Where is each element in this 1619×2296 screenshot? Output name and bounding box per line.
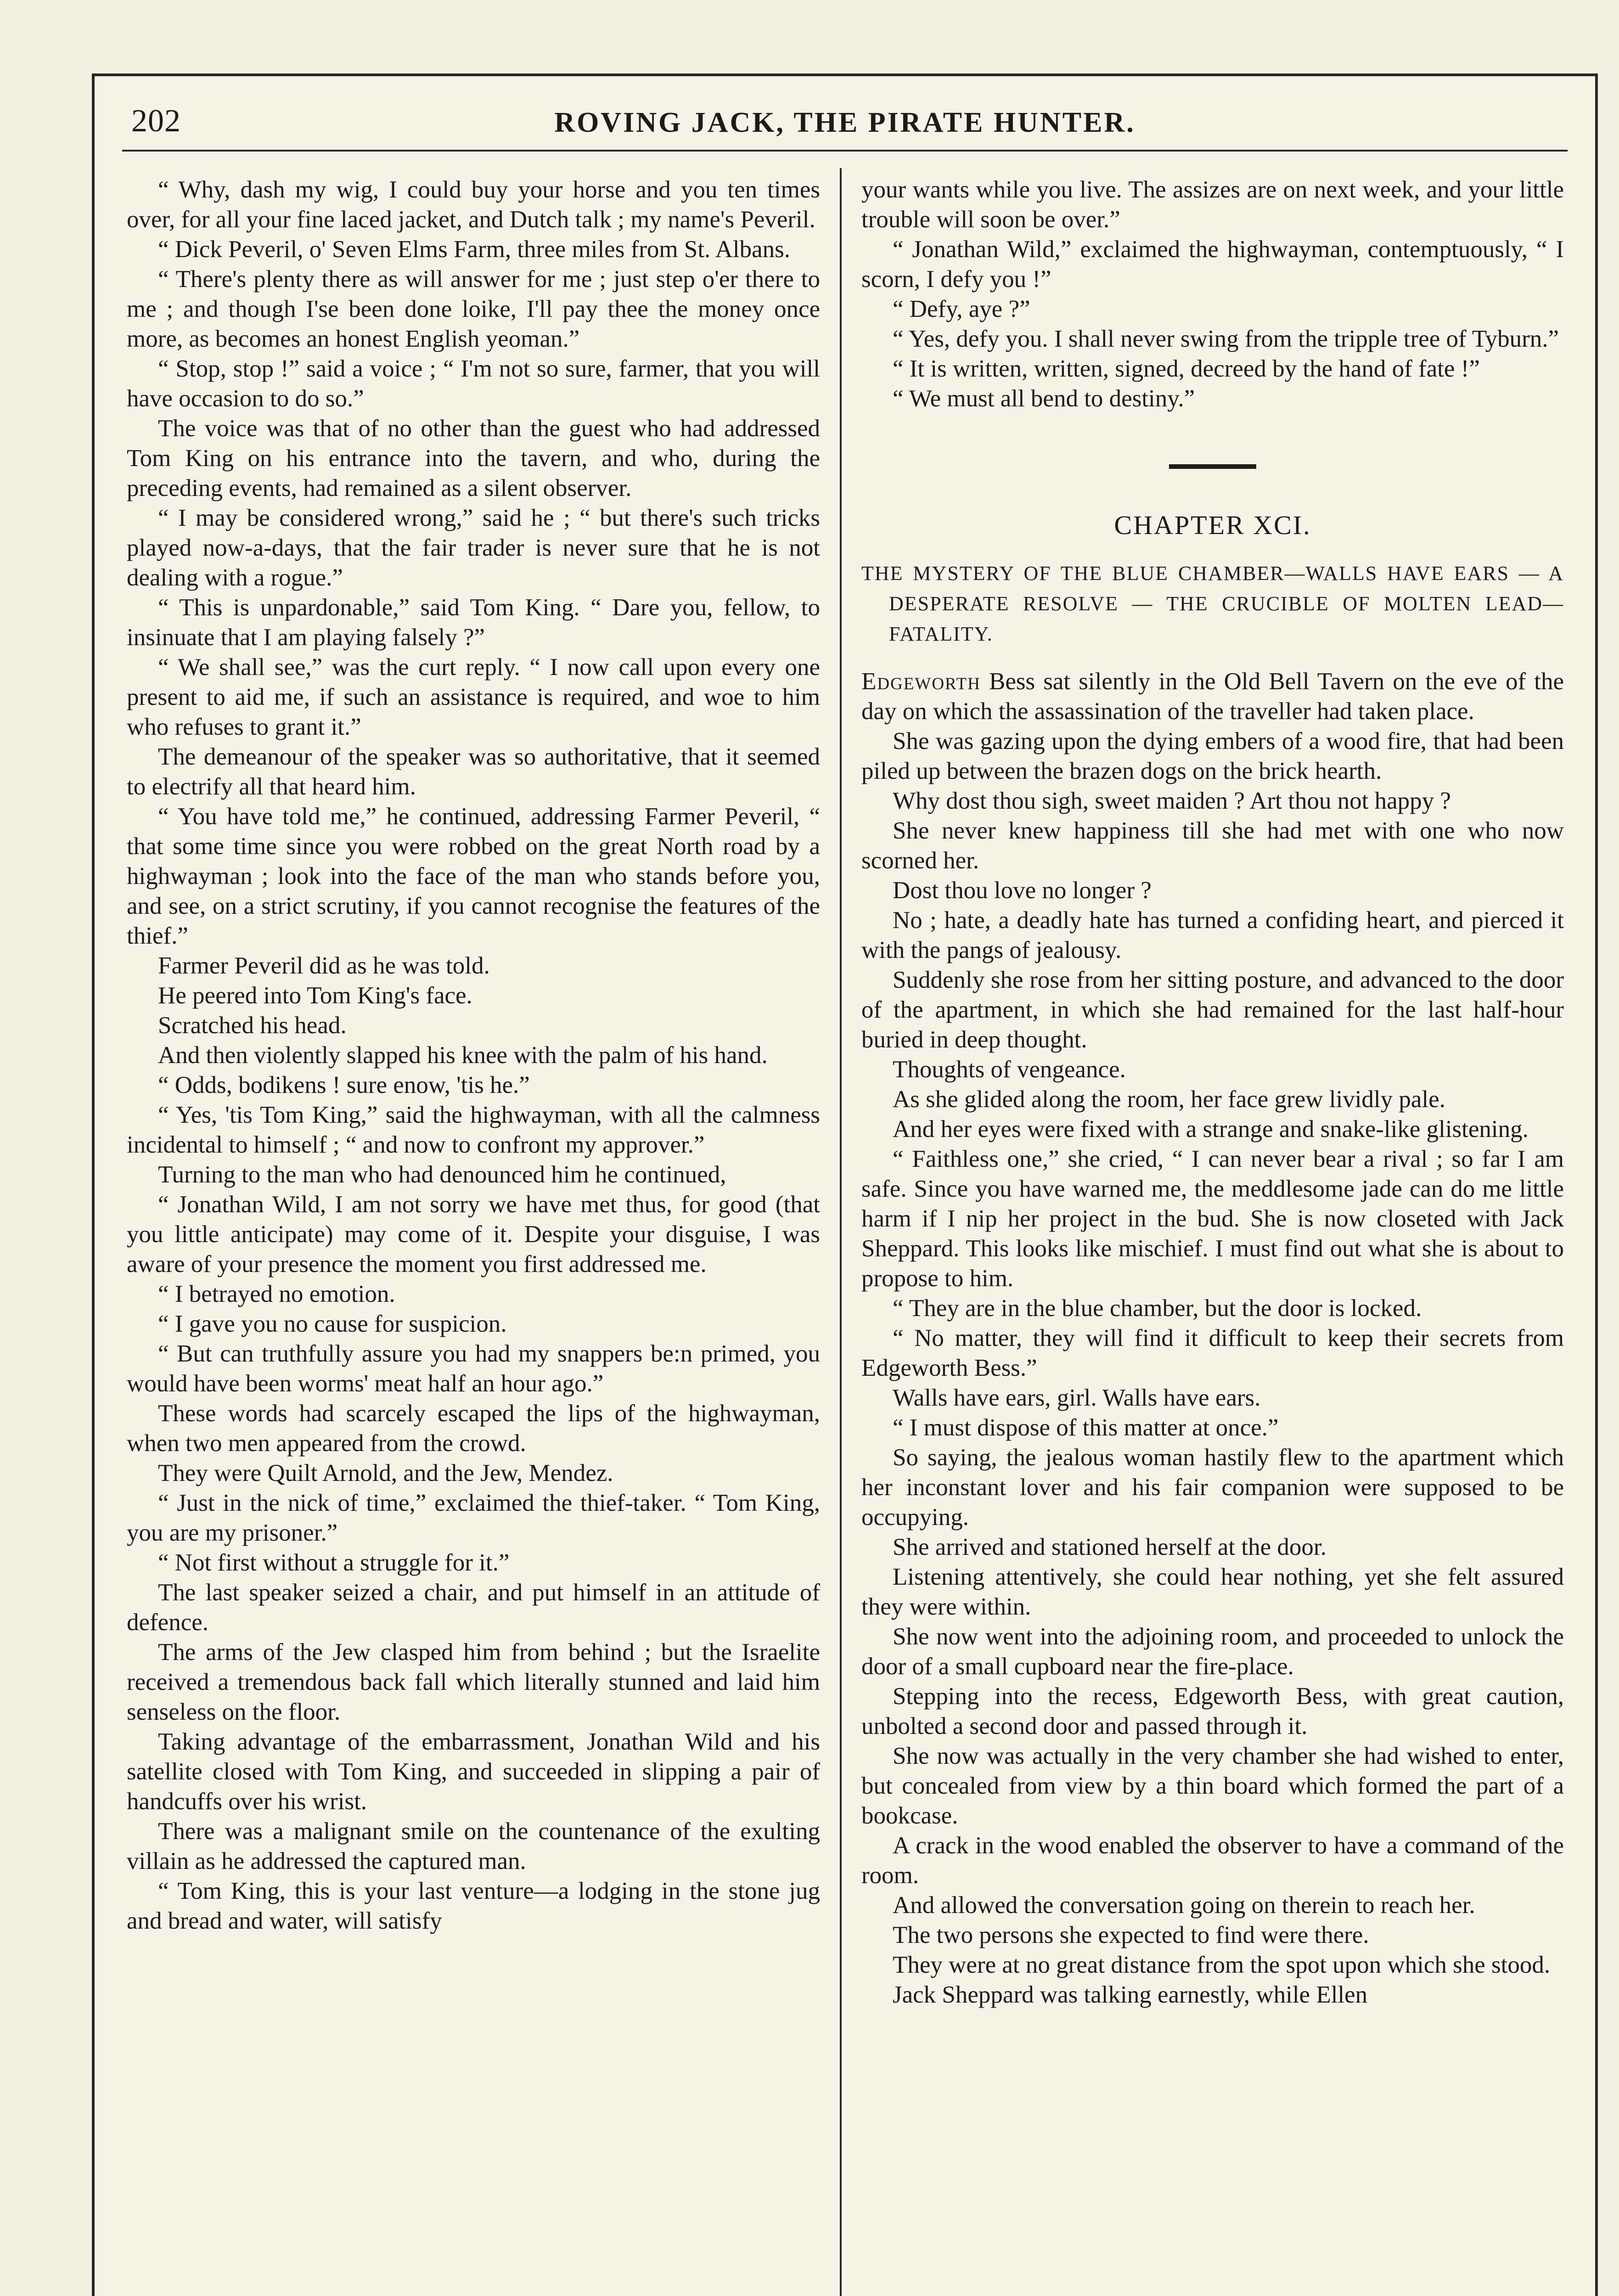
paragraph: And allowed the conversation going on therein to reach her. <box>893 1892 1475 1919</box>
paragraph: “ Yes, 'tis Tom King,” said the highwayman, with all the calmness incidental to himself ; “ and now to confront my approver.” <box>127 1102 820 1158</box>
paragraph: your wants while you live. The assizes are on next week, and your little trouble will soon be over.” <box>861 176 1564 233</box>
paragraph: Suddenly she rose from her sitting posture, and advanced to the door of the apartment, in which she had remained for the last half-hour buried in deep thought. <box>861 967 1564 1053</box>
paragraph: The arms of the Jew clasped him from behind ; but the Israelite received a tremendous back fall which literally stunned and laid him senseless on the floor. <box>127 1639 820 1725</box>
paragraph: Turning to the man who had denounced him he continued, <box>158 1161 726 1188</box>
chapter-body <box>861 726 1564 2010</box>
page-number: 202 <box>131 103 181 139</box>
paragraph: “ I may be considered wrong,” said he ; “ but there's such tricks played now-a-days, that the fair trader is never sure that he is not dealing with a rogue.” <box>127 505 820 591</box>
paragraph: No ; hate, a deadly hate has turned a confiding heart, and pierced it with the pangs of jealousy. <box>861 907 1564 963</box>
paragraph: Thoughts of vengeance. <box>893 1056 1126 1083</box>
paragraph: Why dost thou sigh, sweet maiden ? Art thou not happy ? <box>893 788 1451 814</box>
paragraph: They were Quilt Arnold, and the Jew, Mendez. <box>158 1460 613 1486</box>
paragraph: Stepping into the recess, Edgeworth Bess, with great caution, unbolted a second door and passed through it. <box>861 1683 1564 1739</box>
paragraph: A crack in the wood enabled the observer to have a command of the room. <box>861 1832 1564 1889</box>
paragraph: “ We must all bend to destiny.” <box>893 385 1195 412</box>
opening-rest: Bess sat silently in the Old Bell Tavern on the eve of the day on which the assassination of the traveller had taken place. <box>861 668 1564 725</box>
paragraph: “ You have told me,” he continued, addressing Farmer Peveril, “ that some time since you were robbed on the great North road by a highwayman ; look into the face of the man who stands before you, and see, on a strict scrutiny, if you cannot recognise the features of the thief.” <box>127 803 820 949</box>
paragraph: “ They are in the blue chamber, but the door is locked. <box>893 1295 1422 1322</box>
paragraph: “ I gave you no cause for suspicion. <box>158 1311 507 1337</box>
paragraph: As she glided along the room, her face grew lividly pale. <box>893 1086 1445 1113</box>
paragraph: “ This is unpardonable,” said Tom King. “ Dare you, fellow, to insinuate that I am playing falsely ?” <box>127 594 820 651</box>
chapter-opening-paragraph <box>861 667 1564 726</box>
paragraph: “ I must dispose of this matter at once.” <box>893 1414 1279 1441</box>
paragraph: Dost thou love no longer ? <box>893 877 1152 904</box>
paragraph: The two persons she expected to find were there. <box>893 1922 1369 1948</box>
chapter-title: CHAPTER XCI. <box>1114 510 1311 540</box>
paragraph: So saying, the jealous woman hastily flew to the apartment which her inconstant lover and his fair companion were supposed to be occupying. <box>861 1444 1564 1531</box>
paragraph: “ Odds, bodikens ! sure enow, 'tis he.” <box>158 1072 530 1098</box>
paragraph: “ I betrayed no emotion. <box>158 1281 395 1307</box>
paragraph: “ There's plenty there as will answer for me ; just step o'er there to me ; and though I'se been done loike, I'll pay thee the money once more, as becomes an honest English yeoman.” <box>127 266 820 352</box>
paragraph: These words had scarcely escaped the lips of the highwayman, when two men appeared from the crowd. <box>127 1400 820 1457</box>
paragraph: She now went into the adjoining room, and proceeded to unlock the door of a small cupboard near the fire-place. <box>861 1623 1564 1680</box>
running-title: ROVING JACK, THE PIRATE HUNTER. <box>554 107 1136 138</box>
paragraph: The demeanour of the speaker was so authoritative, that it seemed to electrify all that heard him. <box>127 743 820 800</box>
paragraph: Scratched his head. <box>158 1012 347 1039</box>
paragraph: They were at no great distance from the spot upon which she stood. <box>893 1952 1551 1978</box>
paragraph: “ Dick Peveril, o' Seven Elms Farm, three miles from St. Albans. <box>158 236 791 263</box>
paragraph: She arrived and stationed herself at the door. <box>893 1534 1327 1560</box>
paragraph: And her eyes were fixed with a strange and snake-like glistening. <box>893 1116 1529 1142</box>
opening-word: Edgeworth <box>861 668 981 695</box>
paragraph: “ Why, dash my wig, I could buy your horse and you ten times over, for all your fine laced jacket, and Dutch talk ; my name's Peveril. <box>127 176 820 233</box>
section-rule <box>1169 464 1256 469</box>
page-header <box>122 95 1568 152</box>
paragraph: “ Not first without a struggle for it.” <box>158 1549 510 1576</box>
paragraph: “ Yes, defy you. I shall never swing from the tripple tree of Tyburn.” <box>893 326 1559 352</box>
paragraph: Listening attentively, she could hear nothing, yet she felt assured they were within. <box>861 1564 1564 1620</box>
paragraph: “ Jonathan Wild, I am not sorry we have met thus, for good (that you little anticipate) may come of it. Despite your disguise, I was aware of your presence the moment you first addressed me. <box>127 1191 820 1277</box>
paragraph: “ Just in the nick of time,” exclaimed the thief-taker. “ Tom King, you are my prisoner.” <box>127 1490 820 1546</box>
paragraph: There was a malignant smile on the countenance of the exulting villain as he addressed the captured man. <box>127 1818 820 1874</box>
paragraph: She never knew happiness till she had met with one who now scorned her. <box>861 817 1564 874</box>
left-column <box>127 175 820 2296</box>
paragraph: Farmer Peveril did as he was told. <box>158 952 490 979</box>
paragraph: She now was actually in the very chamber she had wished to enter, but concealed from view by a thin board which formed the part of a bookcase. <box>861 1743 1564 1829</box>
paragraph: Taking advantage of the embarrassment, Jonathan Wild and his satellite closed with Tom King, and succeeded in slipping a pair of handcuffs over his wrist. <box>127 1728 820 1815</box>
paragraph: “ Defy, aye ?” <box>893 296 1030 322</box>
paragraph: “ Faithless one,” she cried, “ I can never bear a rival ; so far I am safe. Since you have warned me, the meddlesome jade can do me little harm if I nip her project in the bud. She is now closeted with Jack Sheppard. This looks like mischief. I must find out what she is about to propose to him. <box>861 1146 1564 1292</box>
magazine-page <box>92 73 1598 2296</box>
paragraph: “ Tom King, this is your last venture—a lodging in the stone jug and bread and water, will satisfy <box>127 1878 820 1934</box>
column-divider <box>840 168 842 2296</box>
paragraph: Jack Sheppard was talking earnestly, while Ellen <box>893 1981 1368 2008</box>
chapter-summary: THE MYSTERY OF THE BLUE CHAMBER—WALLS HAVE EARS — A DESPERATE RESOLVE — THE CRUCIBLE OF MOLTEN LEAD—FATALITY. <box>861 562 1564 645</box>
right-column <box>861 175 1564 2296</box>
paragraph: “ It is written, written, signed, decreed by the hand of fate !” <box>893 355 1480 382</box>
paragraph: And then violently slapped his knee with the palm of his hand. <box>158 1042 768 1069</box>
paragraph: “ No matter, they will find it difficult to keep their secrets from Edgeworth Bess.” <box>861 1325 1564 1381</box>
right-column-continuation <box>861 175 1564 414</box>
paragraph: She was gazing upon the dying embers of a wood fire, that had been piled up between the brazen dogs on the brick hearth. <box>861 728 1564 784</box>
paragraph: “ But can truthfully assure you had my snappers be:n primed, you would have been worms' meat half an hour ago.” <box>127 1340 820 1397</box>
paragraph: “ Stop, stop !” said a voice ; “ I'm not so sure, farmer, that you will have occasion to do so.” <box>127 355 820 412</box>
paragraph: He peered into Tom King's face. <box>158 982 472 1009</box>
paragraph: Walls have ears, girl. Walls have ears. <box>893 1384 1261 1411</box>
paragraph: The voice was that of no other than the guest who had addressed Tom King on his entrance into the tavern, and who, during the preceding events, had remained as a silent observer. <box>127 415 820 501</box>
paragraph: “ Jonathan Wild,” exclaimed the highwayman, contemptuously, “ I scorn, I defy you !” <box>861 236 1564 293</box>
paragraph: “ We shall see,” was the curt reply. “ I now call upon every one present to aid me, if such an assistance is required, and woe to him who refuses to grant it.” <box>127 654 820 740</box>
paragraph: The last speaker seized a chair, and put himself in an attitude of defence. <box>127 1579 820 1636</box>
